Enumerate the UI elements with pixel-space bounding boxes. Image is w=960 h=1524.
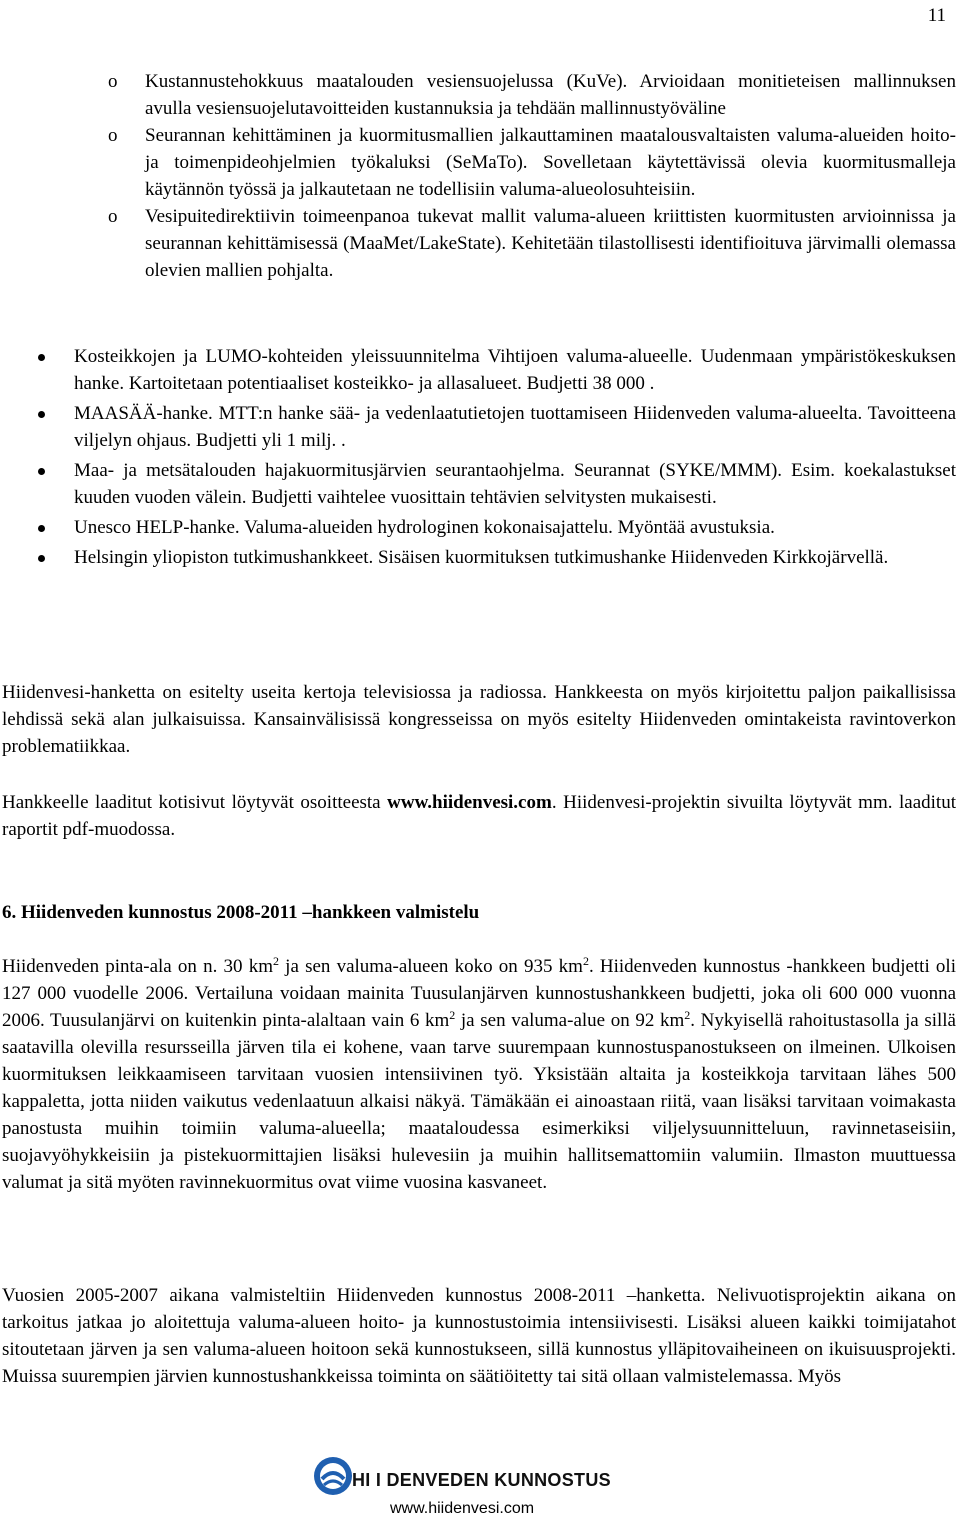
website-text-before: Hankkeelle laaditut kotisivut löytyvät osoitteesta xyxy=(2,792,388,813)
bullet-item xyxy=(38,343,956,397)
superscript-2: 2 xyxy=(273,954,279,968)
bullet-dot-icon xyxy=(38,525,45,532)
bullet-dot-icon xyxy=(38,555,45,562)
page-footer xyxy=(312,1453,652,1523)
footer-url[interactable]: www.hiidenvesi.com xyxy=(390,1500,535,1517)
website-text-after: . Hiidenvesi-projektin sivuilta löytyvät mm. laaditut raportit pdf-muodossa. xyxy=(2,792,956,840)
bullet-text: MAASÄÄ-hanke. MTT:n hanke sää- ja vedenlaatutietojen tuottamiseen Hiidenveden valuma-alueelta. Tavoitteena viljelyn ohjaus. Budjetti yli 1 milj. . xyxy=(74,403,956,451)
bullet-item xyxy=(38,544,956,571)
section-heading: 6. Hiidenveden kunnostus 2008-2011 –hankkeen valmistelu xyxy=(2,902,480,923)
para3-part: . Hiidenveden kunnostus -hankkeen budjetti oli 127 000 vuodelle 2006. Vertailuna voidaan mainita Tuusulanjärven kunnostushankkeen budjetti, joka oli 600 000 vuonna 2006. Tuusulanjärvi on kuitenkin pinta-alaltaan vain 6 km xyxy=(2,956,956,1031)
sub-list-marker: o xyxy=(108,71,118,92)
sub-list-item xyxy=(108,203,956,284)
bullet-dot-icon xyxy=(38,468,45,475)
lake-size-paragraph xyxy=(2,953,956,1196)
sub-list-text: Vesipuitedirektiivin toimeenpanoa tukevat mallit valuma-alueen kriittisten kuormitusten arvioinnissa ja seurannan kehittämisessä (MaaMet/LakeState). Kehitetään tilastollisesti identifioituva järvimalli olemassa olevien mallien pohjalta. xyxy=(145,206,956,281)
bullet-dot-icon xyxy=(38,411,45,418)
website-link[interactable]: www.hiidenvesi.com xyxy=(387,792,552,813)
para3-part: ja sen valuma-alue on 92 km xyxy=(455,1010,685,1031)
para3-part: ja sen valuma-alueen koko on 935 km xyxy=(279,956,583,977)
project-bullet-list xyxy=(38,343,956,574)
superscript-2: 2 xyxy=(582,954,589,968)
superscript-2: 2 xyxy=(449,1008,456,1022)
sub-list-text: Kustannustehokkuus maatalouden vesiensuojelussa (KuVe). Arvioidaan monitieteisen mallinnuksen avulla vesiensuojelutavoitteiden kustannuksia ja tehdään mallinnustyöväline xyxy=(145,71,956,119)
media-paragraph: Hiidenvesi-hanketta on esitelty useita kertoja televisiossa ja radiossa. Hankkeesta on myös kirjoitettu paljon paikallisissa lehdissä sekä alan julkaisuissa. Kansainvälisissä kongresseissa on myös esitelty Hiidenveden omintakeista ravintoverkon problematiikkaa. xyxy=(2,682,956,757)
page-number: 11 xyxy=(927,5,946,26)
website-paragraph xyxy=(2,789,956,843)
bullet-dot-icon xyxy=(38,354,45,361)
sub-list-marker: o xyxy=(108,206,118,227)
bullet-item xyxy=(38,457,956,511)
sub-list-text: Seurannan kehittäminen ja kuormitusmallien jalkauttaminen maatalousvaltaisten valuma-alueiden hoito- ja toimenpideohjelmien työkaluksi (SeMaTo). Sovelletaan käytettävissä olevia kuormitusmalleja käytännön työssä ja jalkautetaan ne todellisiin valuma-alueolosuhteisiin. xyxy=(145,125,956,200)
bullet-text: Unesco HELP-hanke. Valuma-alueiden hydrologinen kokonaisajattelu. Myöntää avustuksia. xyxy=(74,517,775,538)
sub-project-list xyxy=(108,68,956,284)
superscript-2: 2 xyxy=(684,1008,691,1022)
sub-list-item xyxy=(108,122,956,203)
para3-part: . Nykyisellä rahoitustasolla ja sillä saatavilla olevilla resursseilla järven tila ei kohene, vaan tarve suurempaan kunnostuspanostukseen on ilmeinen. Ulkoisen kuormituksen leikkaamiseen tarvitaan vuosien intensiivinen työ. Yksistään altaita ja kosteikkoja tarvitaan lähes 500 kappaletta, jotta niiden vaikutus vedenlaatuun alkaisi näkyä. Tämäkään ei ainoastaan riitä, vaan lisäksi tarvitaan voimakasta panostusta muihin toimiin valuma-alueella; maataloudessa esimerkiksi viljelysuunnitteluun, ravinnetaseisiin, suojavyöhykkeisiin ja pistekuormittajien lisäksi hulevesiin ja muihin hallitsemattomiin valumiin. Ilmaston muuttuessa valumat ja sitä myöten ravinnekuormitus ovat viime vuosina kasvaneet. xyxy=(2,1010,956,1193)
hiidenvesi-logo-icon xyxy=(312,1455,354,1497)
bullet-text: Maa- ja metsätalouden hajakuormitusjärvien seurantaohjelma. Seurannat (SYKE/MMM). Esim. koekalastukset kuuden vuoden välein. Budjetti vaihtelee vuosittain tehtävien selvitysten mukaisesti. xyxy=(74,460,956,508)
para3-part: Hiidenveden pinta-ala on n. 30 km xyxy=(2,956,273,977)
sub-list-marker: o xyxy=(108,125,118,146)
bullet-text: Kosteikkojen ja LUMO-kohteiden yleissuunnitelma Vihtijoen valuma-alueelle. Uudenmaan ympäristökeskuksen hanke. Kartoitetaan potentiaaliset kosteikko- ja allasalueet. Budjetti 38 000 . xyxy=(74,346,956,394)
sub-list-item xyxy=(108,68,956,122)
preparation-paragraph: Vuosien 2005-2007 aikana valmisteltiin Hiidenveden kunnostus 2008-2011 –hanketta. Nelivuotisprojektin aikana on tarkoitus jatkaa jo aloitettuja valuma-alueen hoito- ja kunnostustoimia intensiivisesti. Lisäksi alueen kaikki toimijatahot sitoutetaan järven ja sen valuma-alueen hoitoon sekä kunnostukseen, sillä kunnostus ylläpitovaiheineen on ikuisuusprojekti. Muissa suurempien järvien kunnostushankkeissa toiminta on säätiöitetty tai sitä ollaan valmistelemassa. Myös xyxy=(2,1285,956,1387)
footer-title: HI I DENVEDEN KUNNOSTUS xyxy=(352,1470,611,1490)
bullet-item xyxy=(38,514,956,541)
bullet-item xyxy=(38,400,956,454)
bullet-text: Helsingin yliopiston tutkimushankkeet. Sisäisen kuormituksen tutkimushanke Hiidenveden Kirkkojärvellä. xyxy=(74,547,889,568)
